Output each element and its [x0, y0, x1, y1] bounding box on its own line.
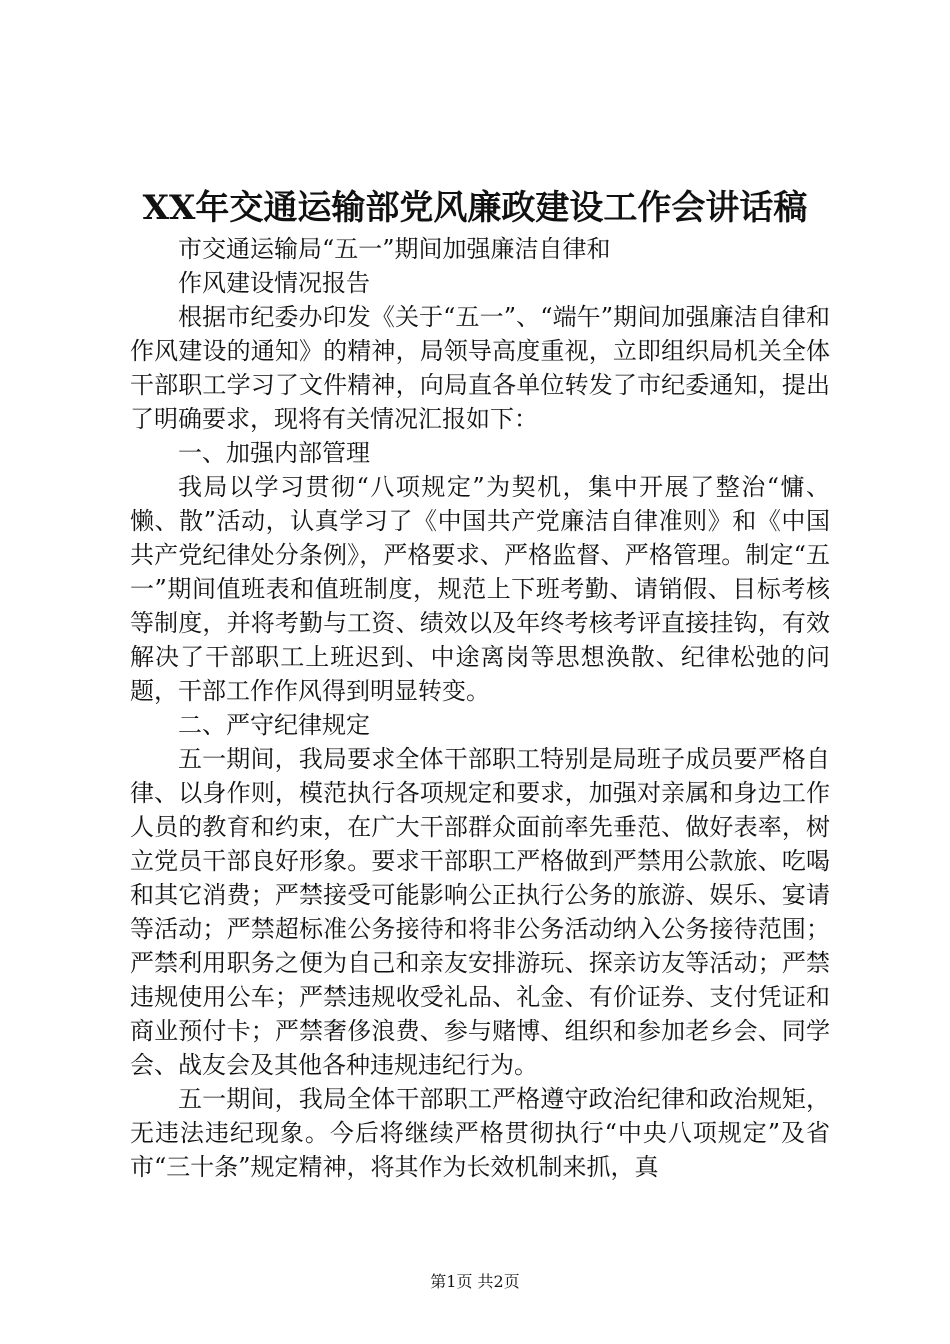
paragraph-closing: 五一期间，我局全体干部职工严格遵守政治纪律和政治规矩，无违法违纪现象。今后将继续严格贯彻执行“中央八项规定”及省市“三十条”规定精神，将其作为长效机制来抓，真 — [130, 1085, 830, 1181]
paragraph-section-1: 我局以学习贯彻“八项规定”为契机，集中开展了整治“慵、懒、散”活动，认真学习了《中国共产党廉洁自律准则》和《中国共产党纪律处分条例》，严格要求、严格监督、严格管理。制定“五一”期间值班表和值班制度，规范上下班考勤、请销假、目标考核等制度，并将考勤与工资、绩效以及年终考核考评直接挂钩，有效解决了干部职工上班迟到、中途离岗等思想涣散、纪律松弛的问题，干部工作作风得到明显转变。 — [130, 473, 830, 705]
section-heading-2: 二、严守纪律规定 — [178, 711, 370, 739]
subtitle-line-2: 作风建设情况报告 — [178, 269, 370, 297]
section-heading-1: 一、加强内部管理 — [178, 439, 370, 467]
document-title: XX年交通运输部党风廉政建设工作会讲话稿 — [142, 188, 808, 228]
paragraph-intro: 根据市纪委办印发《关于“五一”、“端午”期间加强廉洁自律和作风建设的通知》的精神，局领导高度重视，立即组织局机关全体干部职工学习了文件精神，向局直各单位转发了市纪委通知，提出了明确要求，现将有关情况汇报如下： — [130, 303, 830, 433]
page-footer: 第1页 共2页 — [430, 1272, 520, 1291]
document-body — [130, 232, 830, 1184]
paragraph-section-2: 五一期间，我局要求全体干部职工特别是局班子成员要严格自律、以身作则，模范执行各项规定和要求，加强对亲属和身边工作人员的教育和约束，在广大干部群众面前率先垂范、做好表率，树立党员干部良好形象。要求干部职工严格做到严禁用公款旅、吃喝和其它消费；严禁接受可能影响公正执行公务的旅游、娱乐、宴请等活动；严禁超标准公务接待和将非公务活动纳入公务接待范围；严禁利用职务之便为自己和亲友安排游玩、探亲访友等活动；严禁违规使用公车；严禁违规收受礼品、礼金、有价证券、支付凭证和商业预付卡；严禁奢侈浪费、参与赌博、组织和参加老乡会、同学会、战友会及其他各种违规违纪行为。 — [130, 745, 830, 1079]
subtitle-line-1: 市交通运输局“五一”期间加强廉洁自律和 — [178, 235, 611, 263]
